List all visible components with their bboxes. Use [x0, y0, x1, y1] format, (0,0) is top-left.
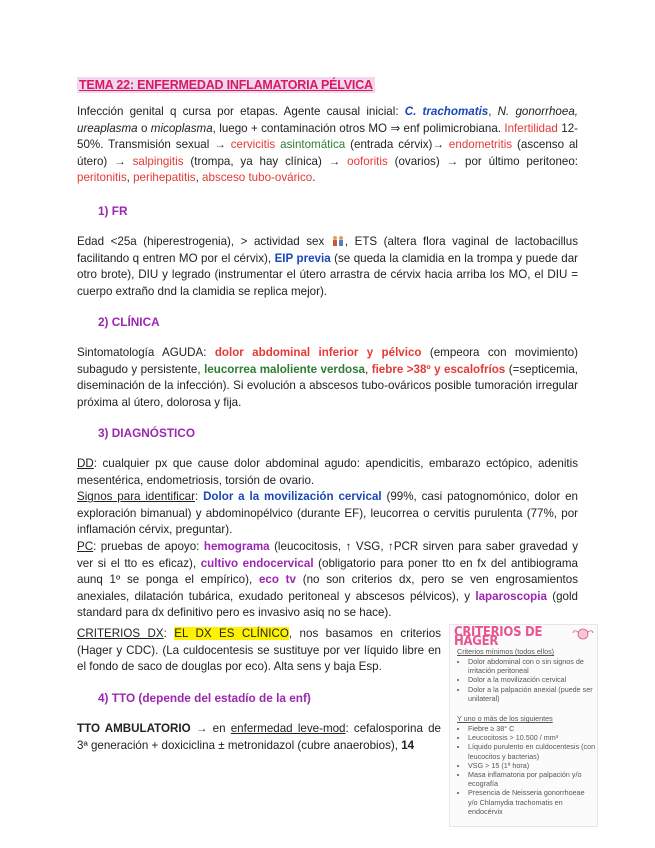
pc-text: (no son criterios dx, pero se ven engrosamientos anexiales, dilatación tubárica, exudado peritoneal y abscesos pélvicos), y [77, 573, 578, 603]
intro-text: (entrada cérvix)→ [345, 138, 449, 152]
hager-more-item: • Leucocitosis > 10.500 / mm³ [468, 733, 596, 742]
pc-text: (gold standard para dx definitivo pero es invasivo asiq no se hace). [77, 589, 578, 620]
tto-text: → en [190, 722, 231, 735]
hager-criteria-box [449, 624, 598, 827]
pc-text: (obligatorio para poner tto en fx del antibiograma aunq 1º se ponga el empírico), [77, 556, 578, 587]
dd-label: DD [77, 457, 94, 470]
hager-min-item: • Dolor a la palpación anexial (puede ser unilateral) [468, 685, 596, 703]
hager-more-item: • Líquido purulento en culdocentesis (con leucocitos y bacterias) [468, 742, 596, 760]
intro-agent-chlamydia: C. trachomatis [404, 105, 489, 118]
fr-text: Edad <25a (hiperestrogenia), > actividad sex [77, 235, 331, 248]
signos-dolor-movilizacion: Dolor a la movilización cervical [203, 490, 382, 504]
hager-title: CRITERIOS DE HAGER [454, 625, 543, 650]
couple-emoji-icon [331, 235, 345, 247]
fr-text: , ETS (altera flora vaginal de lactobacillus facilitando q entren MO por el cérvix), [77, 235, 578, 265]
intro-agent-micoplasma: micoplasma [150, 121, 213, 135]
tto-dias: 14 [401, 738, 415, 752]
signos-label: Signos para identificar [77, 490, 195, 504]
intro-text: , [126, 171, 134, 185]
clinica-text: (empeora con movimiento) subagudo y persistente, [77, 346, 578, 376]
hager-more-list [456, 724, 596, 816]
hager-more-item: • Fiebre ≥ 38° C [468, 724, 596, 733]
criterios-paragraph [77, 626, 441, 676]
intro-text: o [137, 121, 151, 135]
fr-eip-previa: EIP previa [274, 251, 331, 265]
clinica-text: , [365, 362, 372, 376]
tto-ambulatorio: TTO AMBULATORIO [77, 722, 191, 735]
intro-text: (trompa, ya hay clínica) → [183, 154, 348, 168]
intro-text: . [312, 171, 316, 185]
intro-text: 12-50%. Transmisión sexual → [77, 121, 579, 152]
signos-text: (99%, casi patognomónico, dolor en exploración bimanual) y abdominopélvico (durante EF), leucorrea o cervitis purulenta (77%, por inflamación cérvix, preguntar). [77, 490, 578, 537]
signos-text: : [194, 490, 204, 504]
criterios-text: : [163, 627, 175, 640]
intro-text: , [195, 171, 203, 185]
fr-paragraph [77, 234, 578, 300]
intro-cervicitis: cervicitis [230, 138, 281, 152]
fr-text: (se queda la clamidia en la trompa y puede dar otro brote), DIU y legrado (instrumentar el útero arrastra de cérvix hacia arriba los MO, el DIU = cuerpo extraño dnd la clamidia se replica mejor). [77, 251, 579, 298]
intro-text: (ovarios) → por último peritoneo: [387, 154, 579, 168]
hager-more-label: Y uno o más de los siguientes [457, 714, 553, 723]
hager-more-item: • Presencia de Neisseria gonorrhoeae y/o Chlamydia trachomatis en endocérvix [468, 788, 596, 816]
hager-min-item: • Dolor a la movilización cervical [468, 675, 596, 684]
pc-label: PC [77, 539, 94, 553]
clinica-text: (=septicemia, diseminación de la infección). Si evolución a abscesos tubo-ováricos posible tumoración irregular próxima al útero, dolorosa y fija. [77, 362, 579, 409]
intro-ooforitis: ooforitis [347, 154, 388, 168]
document-title: TEMA 22: ENFERMEDAD INFLAMATORIA PÉLVICA [79, 78, 373, 92]
pc-hemograma: hemograma [203, 539, 270, 553]
intro-absceso: absceso tubo-ovárico [202, 171, 313, 185]
intro-endometritis: endometritis [448, 138, 513, 152]
criterios-text: , nos basamos en criterios (Hager y CDC). (La culdocentesis se sustituye por ver líquido libre en el fondo de saco de douglas por eco). Alta sens y baja Esp. [77, 627, 442, 674]
intro-asintomatica: asintomática [280, 138, 346, 152]
clinica-dolor: dolor abdominal inferior y pélvico [214, 346, 422, 359]
clinica-text: Sintomatología AGUDA: [77, 346, 215, 359]
hager-more-item: • Masa inflamatoria por palpación y/o ecografía [468, 770, 596, 788]
clinica-leucorrea: leucorrea maloliente verdosa [204, 362, 366, 376]
uterus-doodle-icon [572, 627, 594, 641]
intro-peritonitis: peritonitis [77, 171, 127, 185]
pc-eco-tv: eco tv [258, 573, 296, 587]
intro-text: , [488, 105, 498, 118]
intro-text: Infección genital q cursa por etapas. Agente causal inicial: [77, 105, 405, 118]
section-heading-clinica: 2) CLÍNICA [98, 315, 160, 329]
diagnostico-paragraph [77, 456, 578, 622]
dd-text: : cualquier px que cause dolor abdominal agudo: apendicitis, embarazo ectópico, adenitis mesentérica, endometriosis, torsión de ovario. [77, 457, 578, 487]
intro-text: , luego + contaminación otros MO ⇒ enf polimicrobiana. [212, 121, 505, 135]
intro-perihepatitis: perihepatitis [133, 171, 196, 185]
section-heading-diagnostico: 3) DIAGNÓSTICO [98, 426, 196, 440]
pc-text: (leucocitosis, ↑ VSG, ↑PCR sirven para saber gravedad y ver si el tto es eficaz), [77, 539, 578, 570]
hager-min-item: • Dolor abdominal con o sin signos de irritación peritoneal [468, 657, 596, 675]
pc-laparoscopia: laparoscopia [475, 589, 547, 603]
tto-text: : cefalosporina de 3ª generación + doxiciclina ± metronidazol (cubre anaerobios), [77, 722, 441, 752]
section-heading-fr: 1) FR [98, 204, 128, 218]
intro-salpingitis: salpingitis [132, 154, 184, 168]
tto-paragraph [77, 721, 441, 754]
pc-text: : pruebas de apoyo: [93, 539, 204, 553]
pc-cultivo: cultivo endocervical [200, 556, 314, 570]
section-heading-tto: 4) TTO (depende del estadío de la enf) [98, 691, 311, 705]
intro-agents: N. gonorrhoea, ureaplasma [77, 105, 578, 135]
clinica-fiebre: fiebre >38º y escalofríos [371, 362, 506, 376]
hager-more-item: • VSG > 15 (1ª hora) [468, 761, 596, 770]
hager-min-label: Criterios mínimos (todos ellos) [457, 647, 555, 656]
criterios-dx-clinico: EL DX ES CLÍNICO [174, 627, 289, 640]
intro-text: (ascenso al útero) → [77, 138, 578, 168]
clinica-paragraph [77, 345, 578, 411]
intro-paragraph [77, 104, 578, 187]
tto-enfermedad-leve: enfermedad leve-mod [230, 722, 346, 735]
criterios-label: CRITERIOS DX [77, 627, 164, 640]
intro-infertilidad: Infertilidad [504, 121, 558, 135]
hager-min-list [456, 657, 596, 703]
